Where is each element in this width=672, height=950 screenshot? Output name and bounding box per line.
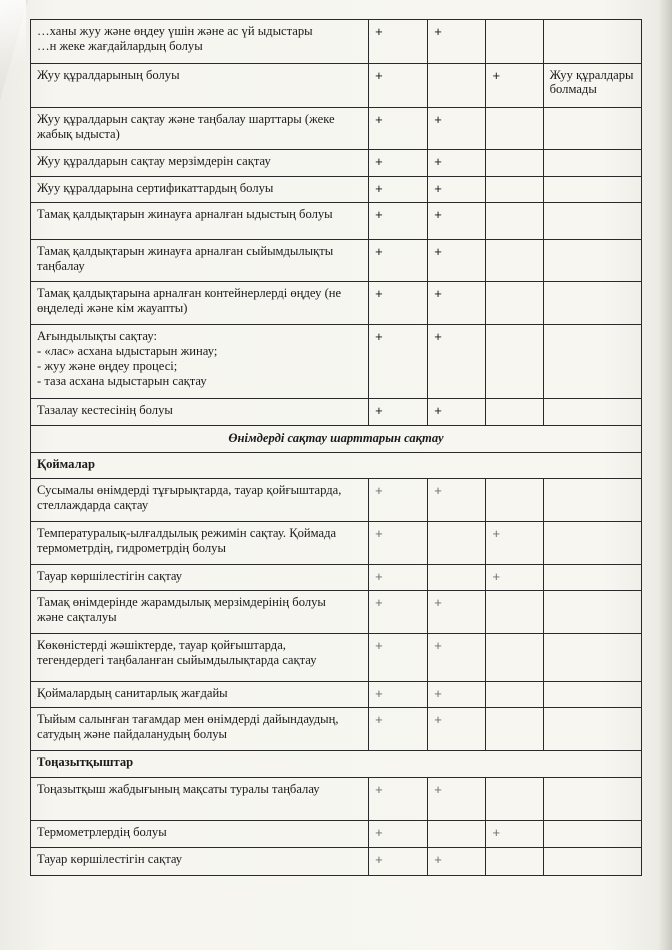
check-mark: + xyxy=(375,244,383,259)
subsection-heading xyxy=(31,751,642,778)
check-mark: + xyxy=(375,403,383,418)
table-row xyxy=(31,634,642,682)
subsection-heading-row xyxy=(31,453,642,479)
criterion-text-line: Жуу құралдарын сақтау және таңбалау шарттары (жеке xyxy=(37,112,335,126)
check-mark: + xyxy=(375,24,383,39)
mark-cell xyxy=(428,177,486,203)
note-cell xyxy=(543,778,641,821)
note-cell xyxy=(543,203,641,240)
criterion-text-line: Тамақ қалдықтарына арналған контейнерлерді өңдеу (не xyxy=(37,286,342,300)
heading-text: Өнімдерді сақтау шарттарын сақтау xyxy=(228,431,444,445)
check-mark: + xyxy=(434,112,442,127)
mark-cell xyxy=(369,565,428,591)
check-mark: + xyxy=(375,825,383,840)
criterion-cell xyxy=(31,682,369,708)
criterion-text-line: …ханы жуу және өңдеу үшін және ас үй ыдыстары xyxy=(37,24,313,38)
note-cell xyxy=(543,399,641,426)
note-cell xyxy=(543,479,641,522)
criterion-text-line: Тыйым салынған тағамдар мен өнімдерді дайындаудың, xyxy=(37,712,339,726)
note-cell xyxy=(543,150,641,177)
criterion-cell xyxy=(31,20,369,64)
note-cell xyxy=(543,64,641,108)
table-row xyxy=(31,177,642,203)
check-mark: + xyxy=(434,154,442,169)
criterion-text-line: Термометрлердің болуы xyxy=(37,825,167,839)
criterion-cell xyxy=(31,150,369,177)
criterion-text-line: тегендердегі таңбаланған сыйымдылықтарда сақтау xyxy=(37,653,317,667)
note-cell xyxy=(543,591,641,634)
mark-cell xyxy=(369,708,428,751)
criterion-text-line: - таза асхана ыдыстарын сақтау xyxy=(37,374,207,388)
criterion-cell xyxy=(31,479,369,522)
note-cell xyxy=(543,565,641,591)
check-mark: + xyxy=(434,712,442,727)
check-mark: + xyxy=(375,595,383,610)
mark-cell xyxy=(486,522,543,565)
note-cell xyxy=(543,325,641,399)
table-row xyxy=(31,708,642,751)
note-cell xyxy=(543,108,641,150)
criterion-cell xyxy=(31,240,369,282)
table-row xyxy=(31,682,642,708)
mark-cell xyxy=(428,682,486,708)
mark-cell xyxy=(428,565,486,591)
mark-cell xyxy=(486,240,543,282)
mark-cell xyxy=(486,108,543,150)
criterion-cell xyxy=(31,282,369,325)
inspection-checklist-table xyxy=(30,19,642,876)
criterion-text-line: Жуу құралдарының болуы xyxy=(37,68,180,82)
mark-cell xyxy=(428,522,486,565)
criterion-cell xyxy=(31,708,369,751)
note-cell xyxy=(543,634,641,682)
mark-cell xyxy=(369,240,428,282)
heading-text: Қоймалар xyxy=(37,457,95,471)
table-row xyxy=(31,591,642,634)
mark-cell xyxy=(486,325,543,399)
check-mark: + xyxy=(434,852,442,867)
mark-cell xyxy=(486,479,543,522)
mark-cell xyxy=(369,778,428,821)
note-cell xyxy=(543,522,641,565)
check-mark: + xyxy=(375,329,383,344)
note-text-line: Жуу құралдары xyxy=(549,68,634,82)
note-text-line: болмады xyxy=(549,82,597,96)
mark-cell xyxy=(428,240,486,282)
check-mark: + xyxy=(375,207,383,222)
mark-cell xyxy=(428,634,486,682)
note-cell xyxy=(543,177,641,203)
mark-cell xyxy=(428,479,486,522)
mark-cell xyxy=(369,108,428,150)
criterion-text-line: термометрдің, гидрометрдің болуы xyxy=(37,541,226,555)
mark-cell xyxy=(428,20,486,64)
heading-text: Тоңазытқыштар xyxy=(37,755,134,769)
criterion-cell xyxy=(31,565,369,591)
criterion-cell xyxy=(31,848,369,876)
check-mark: + xyxy=(434,286,442,301)
mark-cell xyxy=(486,565,543,591)
mark-cell xyxy=(369,591,428,634)
checklist-body xyxy=(31,20,642,876)
mark-cell xyxy=(486,177,543,203)
mark-cell xyxy=(369,821,428,848)
table-row xyxy=(31,240,642,282)
criterion-text-line: өңделеді және кім жауапты) xyxy=(37,301,188,315)
check-mark: + xyxy=(492,526,501,541)
check-mark: + xyxy=(434,181,442,196)
mark-cell xyxy=(369,682,428,708)
mark-cell xyxy=(486,708,543,751)
table-row xyxy=(31,778,642,821)
check-mark: + xyxy=(492,68,501,83)
check-mark: + xyxy=(375,286,383,301)
criterion-cell xyxy=(31,778,369,821)
check-mark: + xyxy=(492,569,501,584)
check-mark: + xyxy=(375,638,383,653)
mark-cell xyxy=(428,108,486,150)
mark-cell xyxy=(486,682,543,708)
section-heading-row xyxy=(31,426,642,453)
criterion-text-line: сатудың және пайдаланудың болуы xyxy=(37,727,228,741)
note-cell xyxy=(543,821,641,848)
mark-cell xyxy=(369,399,428,426)
mark-cell xyxy=(486,20,543,64)
check-mark: + xyxy=(434,329,442,344)
mark-cell xyxy=(369,522,428,565)
criterion-text-line: - жуу және өңдеу процесі; xyxy=(37,359,178,373)
mark-cell xyxy=(428,778,486,821)
mark-cell xyxy=(428,591,486,634)
criterion-text-line: Тазалау кестесінің болуы xyxy=(37,403,173,417)
check-mark: + xyxy=(434,686,442,701)
mark-cell xyxy=(486,848,543,876)
note-cell xyxy=(543,240,641,282)
criterion-cell xyxy=(31,591,369,634)
check-mark: + xyxy=(375,483,383,498)
mark-cell xyxy=(428,64,486,108)
mark-cell xyxy=(369,203,428,240)
mark-cell xyxy=(369,479,428,522)
mark-cell xyxy=(369,177,428,203)
check-mark: + xyxy=(375,782,383,797)
mark-cell xyxy=(369,325,428,399)
check-mark: + xyxy=(375,68,383,83)
subsection-heading xyxy=(31,453,642,479)
criterion-text-line: Тоңазытқыш жабдығының мақсаты туралы таңбалау xyxy=(37,782,320,796)
mark-cell xyxy=(428,821,486,848)
mark-cell xyxy=(369,64,428,108)
check-mark: + xyxy=(434,483,442,498)
criterion-cell xyxy=(31,399,369,426)
table-row xyxy=(31,821,642,848)
folded-corner-highlight xyxy=(0,0,26,96)
check-mark: + xyxy=(375,112,383,127)
check-mark: + xyxy=(434,782,442,797)
mark-cell xyxy=(428,325,486,399)
check-mark: + xyxy=(434,207,442,222)
criterion-text-line: Температуралық-ылғалдылық режимін сақтау. Қоймада xyxy=(37,526,337,540)
check-mark: + xyxy=(375,852,383,867)
check-mark: + xyxy=(375,686,383,701)
mark-cell xyxy=(369,634,428,682)
table-row xyxy=(31,203,642,240)
mark-cell xyxy=(369,20,428,64)
check-mark: + xyxy=(375,181,383,196)
criterion-text-line: және сақталуы xyxy=(37,610,117,624)
mark-cell xyxy=(486,203,543,240)
check-mark: + xyxy=(434,638,442,653)
mark-cell xyxy=(486,821,543,848)
criterion-text-line: Сусымалы өнімдерді тұғырықтарда, тауар қойғыштарда, xyxy=(37,483,342,497)
criterion-text-line: Тамақ өнімдерінде жарамдылық мерзімдерінің болуы xyxy=(37,595,326,609)
page-edge-shadow xyxy=(658,0,672,950)
mark-cell xyxy=(428,203,486,240)
mark-cell xyxy=(486,150,543,177)
check-mark: + xyxy=(434,595,442,610)
criterion-cell xyxy=(31,325,369,399)
check-mark: + xyxy=(375,154,383,169)
mark-cell xyxy=(428,150,486,177)
criterion-text-line: Тауар көршілестігін сақтау xyxy=(37,852,183,866)
table-row xyxy=(31,64,642,108)
note-cell xyxy=(543,682,641,708)
check-mark: + xyxy=(434,403,442,418)
criterion-text-line: жабық ыдыста) xyxy=(37,127,120,141)
criterion-text-line: Көкөністерді жәшіктерде, тауар қойғыштарда, xyxy=(37,638,286,652)
criterion-text-line: …н жеке жағдайлардың болуы xyxy=(37,39,203,53)
mark-cell xyxy=(428,848,486,876)
mark-cell xyxy=(369,150,428,177)
mark-cell xyxy=(486,64,543,108)
mark-cell xyxy=(486,591,543,634)
criterion-cell xyxy=(31,177,369,203)
mark-cell xyxy=(428,399,486,426)
check-mark: + xyxy=(434,24,442,39)
check-mark: + xyxy=(375,526,383,541)
criterion-text-line: стеллаждарда сақтау xyxy=(37,498,149,512)
criterion-text-line: Тамақ қалдықтарын жинауға арналған ыдыстың болуы xyxy=(37,207,333,221)
mark-cell xyxy=(428,282,486,325)
criterion-cell xyxy=(31,64,369,108)
criterion-text-line: таңбалау xyxy=(37,259,85,273)
criterion-cell xyxy=(31,203,369,240)
table-row xyxy=(31,282,642,325)
table-row xyxy=(31,565,642,591)
mark-cell xyxy=(486,634,543,682)
mark-cell xyxy=(486,399,543,426)
criterion-text-line: Қоймалардың санитарлық жағдайы xyxy=(37,686,228,700)
criterion-text-line: Ағындылықты сақтау: xyxy=(37,329,157,343)
mark-cell xyxy=(428,708,486,751)
check-mark: + xyxy=(375,569,383,584)
mark-cell xyxy=(486,282,543,325)
mark-cell xyxy=(369,282,428,325)
table-row xyxy=(31,108,642,150)
criterion-cell xyxy=(31,522,369,565)
table-row xyxy=(31,522,642,565)
check-mark: + xyxy=(492,825,501,840)
criterion-text-line: Жуу құралдарына сертификаттардың болуы xyxy=(37,181,274,195)
criterion-cell xyxy=(31,108,369,150)
criterion-text-line: Тауар көршілестігін сақтау xyxy=(37,569,183,583)
criterion-cell xyxy=(31,821,369,848)
table-row xyxy=(31,399,642,426)
mark-cell xyxy=(369,848,428,876)
criterion-text-line: Жуу құралдарын сақтау мерзімдерін сақтау xyxy=(37,154,271,168)
table-row xyxy=(31,848,642,876)
table-row xyxy=(31,479,642,522)
table-row xyxy=(31,150,642,177)
note-cell xyxy=(543,20,641,64)
criterion-cell xyxy=(31,634,369,682)
criterion-text-line: - «лас» асхана ыдыстарын жинау; xyxy=(37,344,218,358)
criterion-text-line: Тамақ қалдықтарын жинауға арналған сыйымдылықты xyxy=(37,244,334,258)
check-mark: + xyxy=(434,244,442,259)
mark-cell xyxy=(486,778,543,821)
check-mark: + xyxy=(375,712,383,727)
note-cell xyxy=(543,848,641,876)
note-cell xyxy=(543,282,641,325)
table-row xyxy=(31,20,642,64)
note-cell xyxy=(543,708,641,751)
section-heading xyxy=(31,426,642,453)
table-row xyxy=(31,325,642,399)
subsection-heading-row xyxy=(31,751,642,778)
